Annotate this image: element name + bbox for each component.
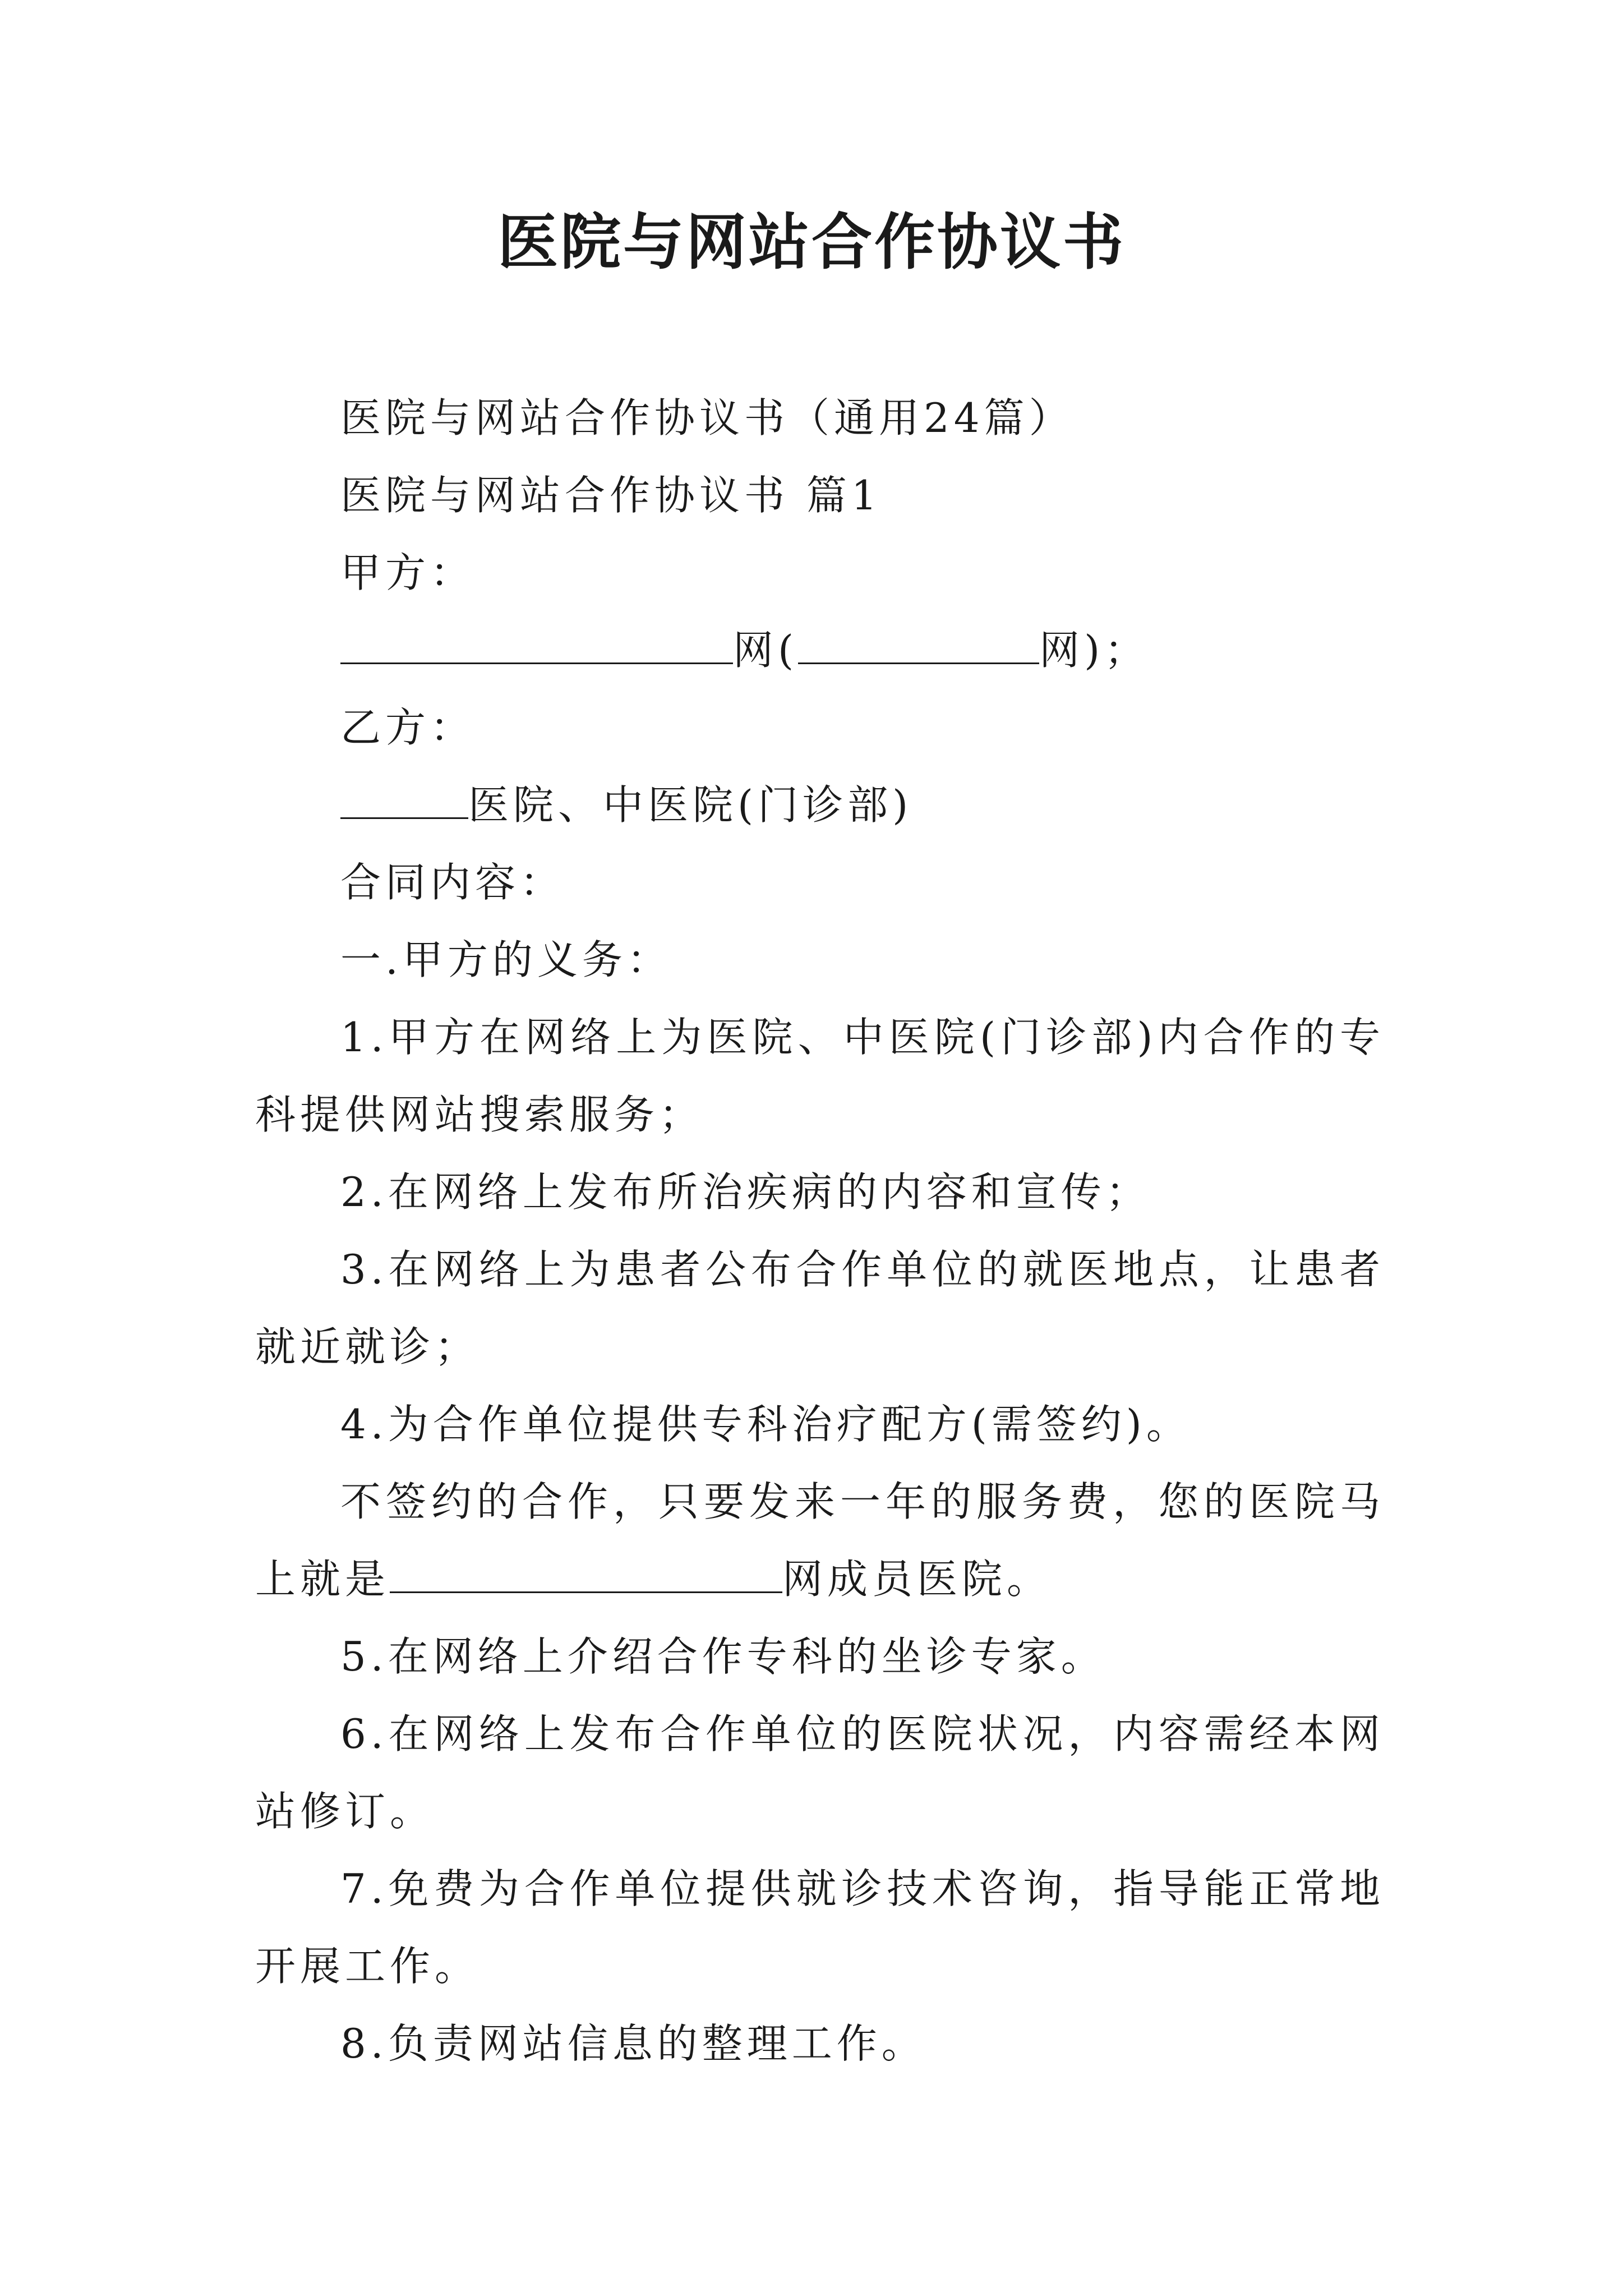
paragraph-item-5: 5.在网络上介绍合作专科的坐诊专家。 bbox=[340, 1633, 1106, 1680]
paragraph-item-2: 2.在网络上发布所治疾病的内容和宣传； bbox=[340, 1168, 1151, 1216]
fill-blank bbox=[340, 623, 733, 664]
fill-blank bbox=[340, 778, 468, 819]
paragraph-party-a-name bbox=[255, 611, 1385, 689]
paragraph-party-b-label: 乙方： bbox=[340, 704, 476, 751]
document-body bbox=[255, 379, 1385, 2082]
document-title: 医院与网站合作协议书 bbox=[497, 207, 1126, 278]
paragraph-item-6: 6.在网络上发布合作单位的医院状况，内容需经本网站修订。 bbox=[255, 1710, 1385, 1835]
paragraph-item-8: 8.负责网站信息的整理工作。 bbox=[340, 2020, 926, 2067]
paragraph-party-b-name bbox=[255, 766, 1385, 844]
party-b-text: 医院、中医院(门诊部) bbox=[468, 781, 913, 829]
paragraph-obligations-heading: 一.甲方的义务： bbox=[340, 936, 672, 983]
paragraph-contract-content: 合同内容： bbox=[340, 859, 565, 906]
paragraph-subtitle: 医院与网站合作协议书（通用24篇） bbox=[340, 394, 1074, 441]
paragraph-item-1: 1.甲方在网络上为医院、中医院(门诊部)内合作的专科提供网站搜索服务； bbox=[255, 1014, 1385, 1138]
paragraph-party-a-label: 甲方： bbox=[340, 549, 476, 596]
paragraph-section-heading: 医院与网站合作协议书 篇1 bbox=[340, 472, 882, 519]
paragraph-item-7: 7.免费为合作单位提供就诊技术咨询，指导能正常地开展工作。 bbox=[255, 1865, 1385, 1990]
no-contract-text-1: 不签约的合作，只要发来一年的服务费，您的医院马上就是 bbox=[255, 1478, 1385, 1603]
party-a-text-1: 网( bbox=[733, 627, 799, 674]
party-a-text-2: 网)； bbox=[1039, 627, 1150, 674]
paragraph-no-contract bbox=[255, 1463, 1385, 1618]
paragraph-item-3: 3.在网络上为患者公布合作单位的就医地点，让患者就近就诊； bbox=[255, 1246, 1385, 1370]
no-contract-text-2: 网成员医院。 bbox=[782, 1556, 1052, 1603]
fill-blank bbox=[798, 623, 1039, 664]
paragraph-item-4: 4.为合作单位提供专科治疗配方(需签约)。 bbox=[340, 1401, 1191, 1448]
fill-blank bbox=[390, 1552, 782, 1593]
